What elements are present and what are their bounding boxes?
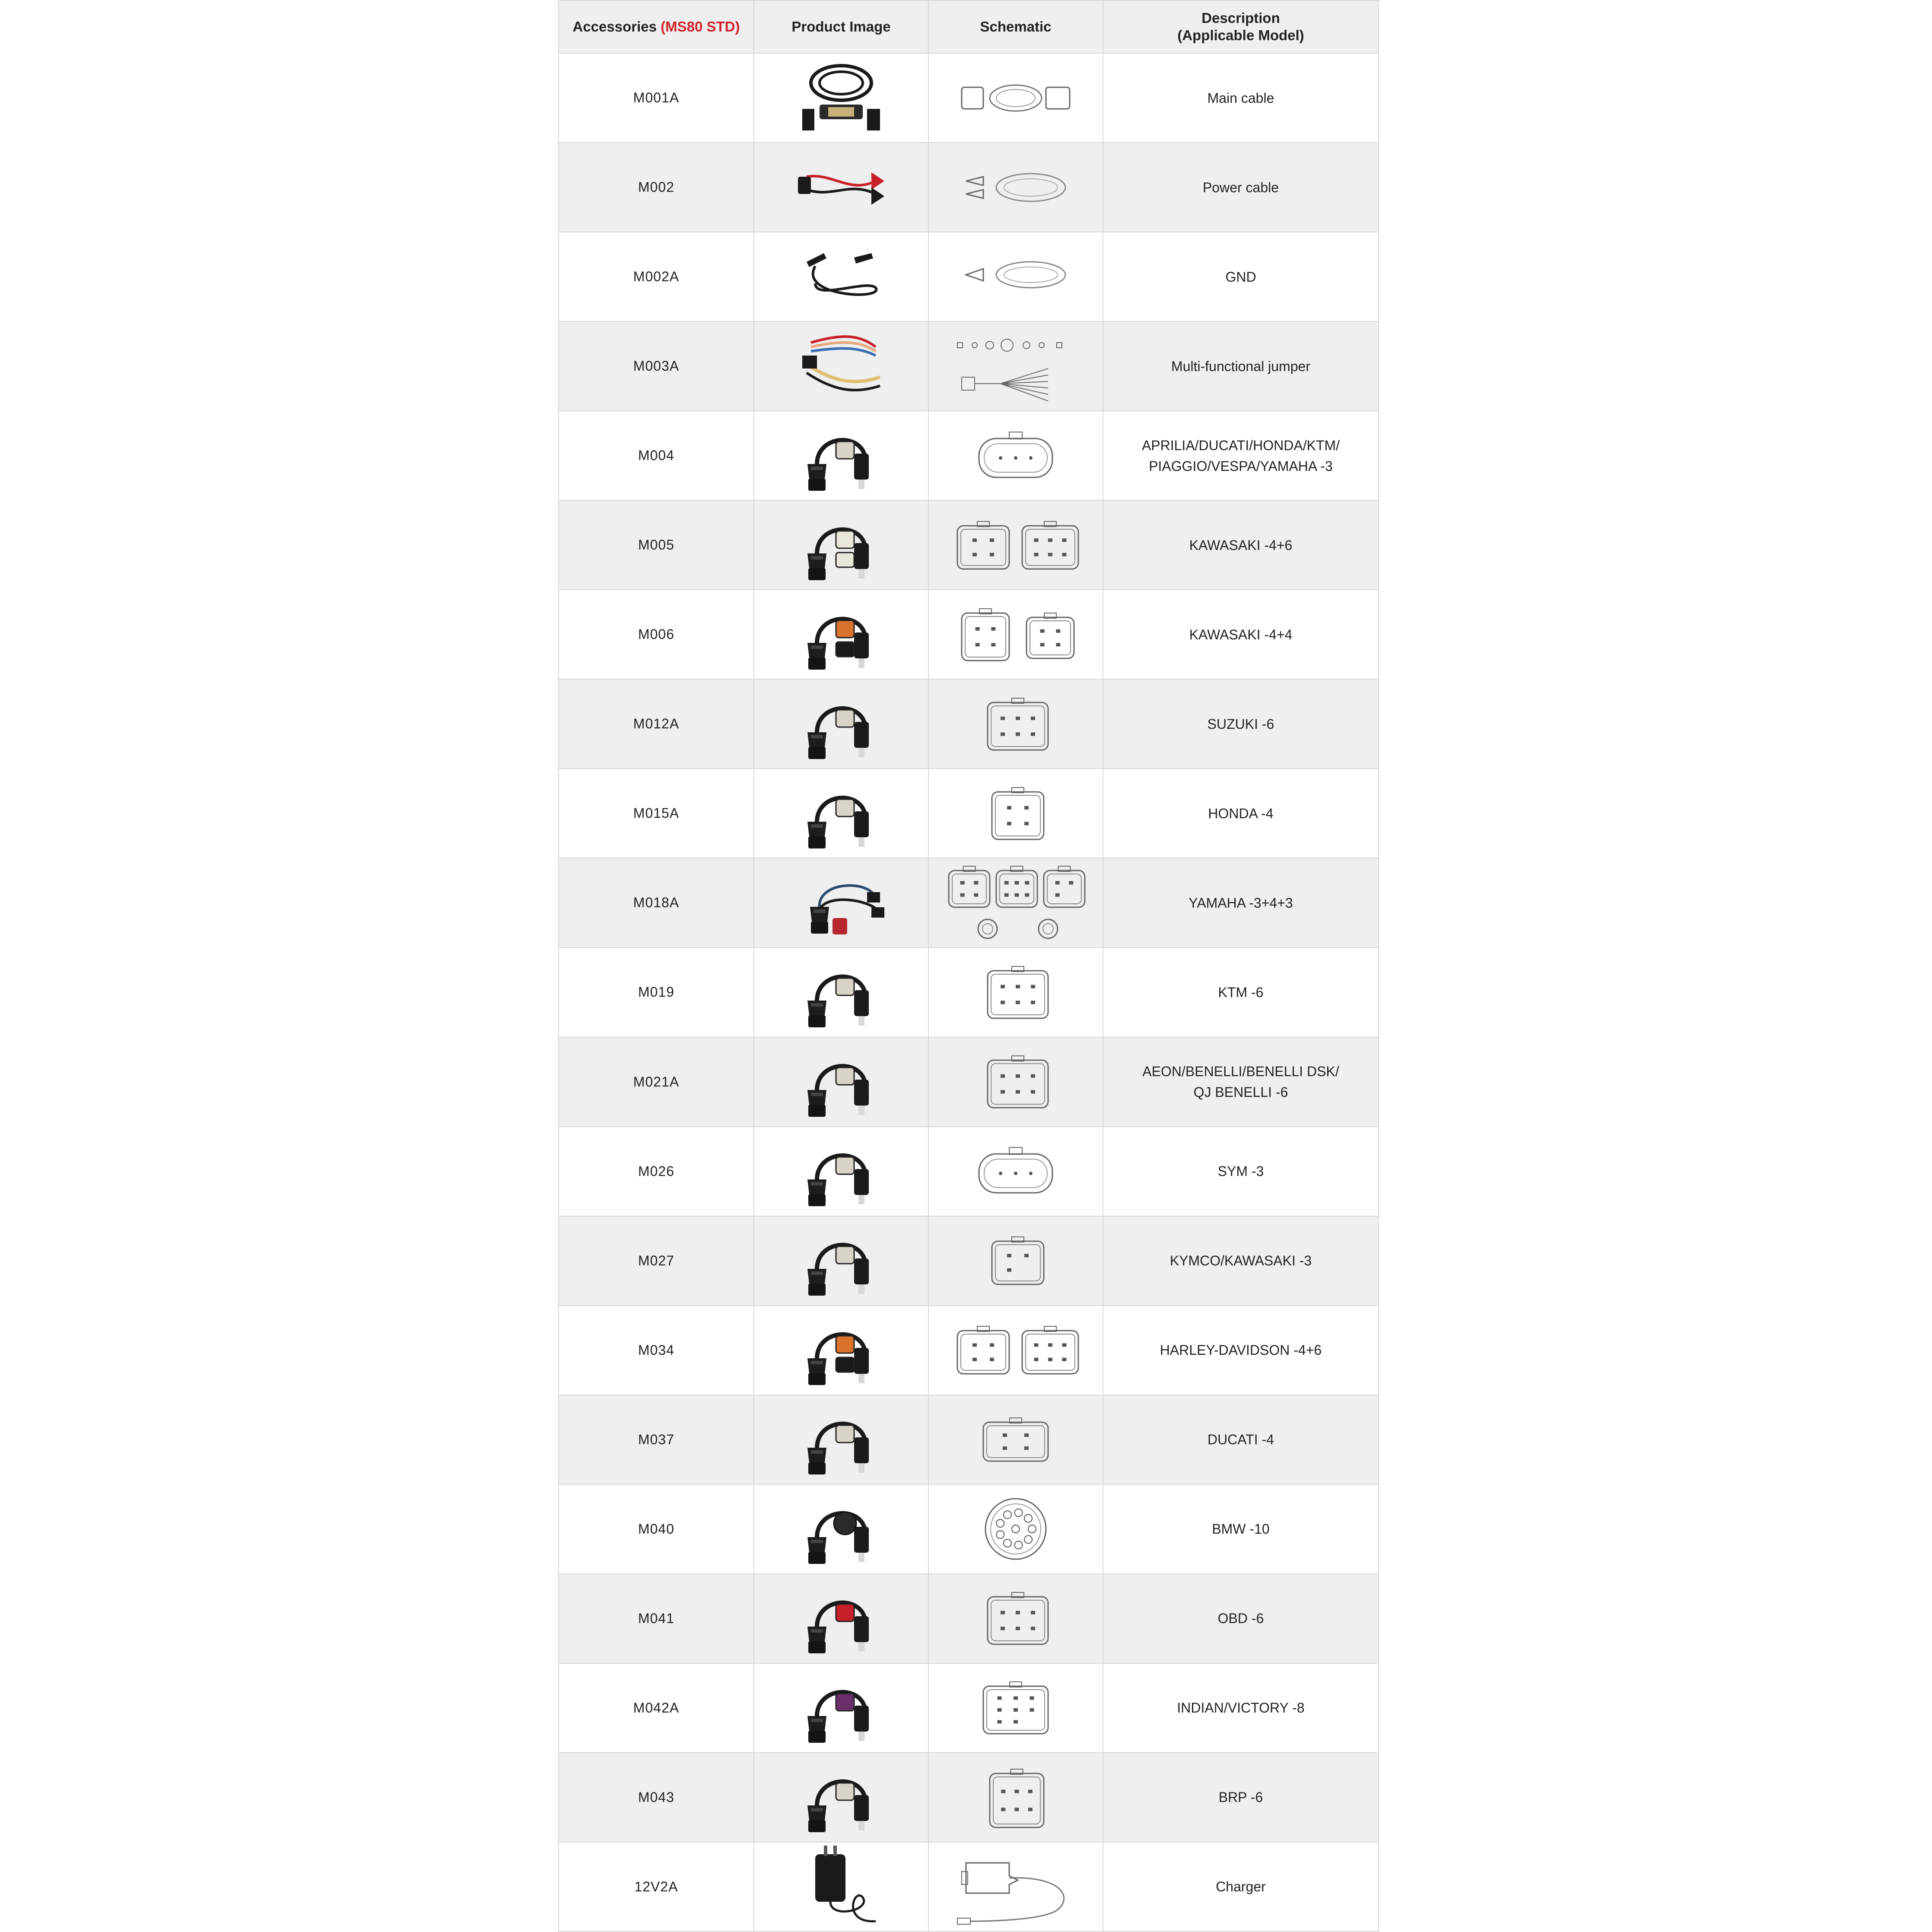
obd-adapter-dual-icon — [789, 504, 893, 586]
description-line: KAWASAKI -4+4 — [1189, 626, 1293, 642]
schematic-cell — [928, 947, 1103, 1037]
main-cable-bundle-icon — [789, 57, 893, 139]
obd-adapter-multi-icon — [789, 862, 893, 944]
table-row — [559, 411, 1379, 500]
accessory-code: M003A — [559, 321, 754, 411]
product-image-cell — [754, 1663, 928, 1753]
schematic-cell — [928, 769, 1103, 858]
description-cell — [1103, 1395, 1379, 1484]
obd-adapter-dual-orange-icon — [789, 1309, 893, 1391]
table-row — [559, 947, 1379, 1037]
product-image-cell — [754, 1306, 928, 1395]
description-line: PIAGGIO/VESPA/YAMAHA -3 — [1149, 458, 1333, 474]
triple-connectors-icon — [936, 862, 1096, 944]
product-image-cell — [754, 858, 928, 947]
obd-adapter-purple-icon — [789, 1667, 893, 1749]
accessory-code: M015A — [559, 769, 754, 858]
table-row — [559, 1663, 1379, 1753]
product-image-cell — [754, 1753, 928, 1842]
oval-3-pin-connector-icon — [936, 415, 1096, 497]
product-image-cell — [754, 321, 928, 411]
schematic-cell — [928, 53, 1103, 143]
description-line: Charger — [1216, 1879, 1266, 1895]
accessory-code: M012A — [559, 679, 754, 769]
description-line: GND — [1225, 269, 1256, 285]
product-image-cell — [754, 1484, 928, 1574]
description-cell — [1103, 1663, 1379, 1753]
obd-adapter-red-icon — [789, 1577, 893, 1659]
description-cell — [1103, 321, 1379, 411]
schematic-cell — [928, 1753, 1103, 1842]
product-image-cell — [754, 679, 928, 769]
table-row — [559, 1216, 1379, 1306]
accessory-code: M002 — [559, 143, 754, 232]
header-accessories-label: Accessories — [572, 19, 657, 35]
schematic-cell — [928, 1484, 1103, 1574]
6-pin-connector-icon — [936, 1041, 1096, 1123]
description-cell — [1103, 1306, 1379, 1395]
table-row — [559, 1753, 1379, 1842]
schematic-cell — [928, 1663, 1103, 1753]
6-pin-connector-icon — [936, 1577, 1096, 1659]
8-pin-connector-icon — [936, 1667, 1096, 1749]
accessory-code: M043 — [559, 1753, 754, 1842]
table-row — [559, 53, 1379, 143]
description-cell — [1103, 1842, 1379, 1932]
description-line: SUZUKI -6 — [1207, 716, 1274, 732]
schematic-cell — [928, 411, 1103, 500]
obd-adapter-cable-icon — [789, 415, 893, 497]
schematic-cell — [928, 679, 1103, 769]
description-line: DUCATI -4 — [1207, 1432, 1274, 1448]
obd-adapter-cable-icon — [789, 772, 893, 855]
clip-cable-with-plug-icon — [936, 146, 1096, 229]
description-line: Multi-functional jumper — [1171, 358, 1310, 374]
dual-4-6-pin-connectors-icon — [936, 504, 1096, 586]
description-cell — [1103, 1127, 1379, 1216]
description-line: OBD -6 — [1217, 1611, 1264, 1627]
description-cell — [1103, 232, 1379, 321]
accessory-code: M042A — [559, 1663, 754, 1753]
coiled-cable-connectors-icon — [936, 57, 1096, 139]
product-image-cell — [754, 947, 928, 1037]
description-cell — [1103, 1574, 1379, 1663]
description-line: KYMCO/KAWASAKI -3 — [1169, 1253, 1312, 1269]
description-cell — [1103, 1216, 1379, 1306]
table-body — [559, 53, 1379, 1932]
description-line: INDIAN/VICTORY -8 — [1177, 1700, 1305, 1716]
product-image-cell — [754, 232, 928, 321]
table-row — [559, 1484, 1379, 1574]
schematic-cell — [928, 1216, 1103, 1306]
obd-adapter-cable-icon — [789, 1220, 893, 1302]
3-pin-connector-icon — [936, 1220, 1096, 1302]
wall-charger-icon — [789, 1846, 893, 1928]
accessory-code: M040 — [559, 1484, 754, 1574]
table-row — [559, 500, 1379, 590]
description-cell — [1103, 411, 1379, 500]
schematic-cell — [928, 858, 1103, 947]
product-image-cell — [754, 500, 928, 590]
description-cell — [1103, 1753, 1379, 1842]
table-row — [559, 769, 1379, 858]
product-image-cell — [754, 53, 928, 143]
table-row — [559, 143, 1379, 232]
accessory-code: M006 — [559, 590, 754, 679]
header-product-image: Product Image — [754, 0, 928, 53]
header-model-label: (MS80 STD) — [661, 19, 740, 35]
6-pin-connector-icon — [936, 683, 1096, 765]
description-line: QJ BENELLI -6 — [1193, 1084, 1288, 1100]
4-pin-flat-connector-icon — [936, 1398, 1096, 1481]
accessory-code: M026 — [559, 1127, 754, 1216]
schematic-cell — [928, 1127, 1103, 1216]
description-line: BRP -6 — [1218, 1789, 1263, 1805]
schematic-cell — [928, 143, 1103, 232]
jumper-fan-out-icon — [936, 325, 1096, 407]
table-row — [559, 590, 1379, 679]
table-row — [559, 232, 1379, 321]
header-accessories — [559, 0, 754, 53]
obd-adapter-cable-icon — [789, 1398, 893, 1481]
table-row — [559, 1395, 1379, 1484]
accessory-code: M021A — [559, 1037, 754, 1127]
accessory-code: 12V2A — [559, 1842, 754, 1932]
obd-adapter-cable-icon — [789, 951, 893, 1033]
red-black-clip-cable-icon — [789, 146, 893, 229]
accessory-code: M041 — [559, 1574, 754, 1663]
description-cell — [1103, 858, 1379, 947]
description-line: AEON/BENELLI/BENELLI DSK/ — [1142, 1064, 1339, 1080]
dual-4-4-pin-connectors-icon — [936, 594, 1096, 676]
product-image-cell — [754, 1216, 928, 1306]
accessory-code: M018A — [559, 858, 754, 947]
dual-4-6-pin-connectors-icon — [936, 1309, 1096, 1391]
description-cell — [1103, 1484, 1379, 1574]
description-cell — [1103, 143, 1379, 232]
schematic-cell — [928, 500, 1103, 590]
header-description-label: Description — [1201, 10, 1280, 26]
product-image-cell — [754, 411, 928, 500]
table-row — [559, 1574, 1379, 1663]
table-row — [559, 679, 1379, 769]
table-header-row — [559, 0, 1379, 53]
description-line: BMW -10 — [1212, 1521, 1270, 1537]
charger-with-cable-icon — [936, 1846, 1096, 1928]
schematic-cell — [928, 590, 1103, 679]
accessory-code: M005 — [559, 500, 754, 590]
description-line: Power cable — [1202, 179, 1279, 195]
description-cell — [1103, 679, 1379, 769]
table-row — [559, 1127, 1379, 1216]
obd-adapter-cable-icon — [789, 1130, 893, 1212]
oval-3-pin-connector-icon — [936, 1130, 1096, 1212]
obd-adapter-round-icon — [789, 1488, 893, 1570]
description-cell — [1103, 590, 1379, 679]
description-line: HONDA -4 — [1208, 805, 1274, 821]
header-applicable-model-label: (Applicable Model) — [1177, 27, 1304, 43]
description-line: Main cable — [1207, 90, 1274, 106]
description-cell — [1103, 53, 1379, 143]
schematic-cell — [928, 1306, 1103, 1395]
description-cell — [1103, 500, 1379, 590]
accessory-code: M037 — [559, 1395, 754, 1484]
6-pin-connector-icon — [936, 951, 1096, 1033]
4-pin-connector-icon — [936, 772, 1096, 855]
accessory-code: M019 — [559, 947, 754, 1037]
schematic-cell — [928, 1842, 1103, 1932]
description-cell — [1103, 947, 1379, 1037]
table-row — [559, 321, 1379, 411]
product-image-cell — [754, 1574, 928, 1663]
product-image-cell — [754, 1127, 928, 1216]
accessory-code: M034 — [559, 1306, 754, 1395]
table-row — [559, 858, 1379, 947]
obd-adapter-cable-icon — [789, 1756, 893, 1838]
schematic-cell — [928, 1037, 1103, 1127]
product-image-cell — [754, 1842, 928, 1932]
obd-adapter-dual-orange-icon — [789, 594, 893, 676]
accessories-table — [558, 0, 1379, 1932]
description-line: KTM -6 — [1218, 984, 1264, 1000]
product-image-cell — [754, 1037, 928, 1127]
schematic-cell — [928, 1574, 1103, 1663]
schematic-cell — [928, 1395, 1103, 1484]
product-image-cell — [754, 769, 928, 858]
jumper-wire-bundle-icon — [789, 325, 893, 407]
accessory-code: M027 — [559, 1216, 754, 1306]
header-schematic: Schematic — [928, 0, 1103, 53]
description-line: KAWASAKI -4+6 — [1189, 537, 1293, 553]
table-row — [559, 1037, 1379, 1127]
description-cell — [1103, 769, 1379, 858]
header-description — [1103, 0, 1379, 53]
accessory-code: M001A — [559, 53, 754, 143]
clip-cable-coil-icon — [936, 236, 1096, 318]
accessory-code: M004 — [559, 411, 754, 500]
accessory-code: M002A — [559, 232, 754, 321]
obd-adapter-cable-icon — [789, 1041, 893, 1123]
round-10-pin-connector-icon — [936, 1488, 1096, 1570]
product-image-cell — [754, 1395, 928, 1484]
table-row — [559, 1306, 1379, 1395]
description-line: HARLEY-DAVIDSON -4+6 — [1160, 1342, 1322, 1358]
schematic-cell — [928, 321, 1103, 411]
ground-clip-cable-icon — [789, 236, 893, 318]
table-row — [559, 1842, 1379, 1932]
product-image-cell — [754, 143, 928, 232]
obd-adapter-cable-icon — [789, 683, 893, 765]
schematic-cell — [928, 232, 1103, 321]
description-cell — [1103, 1037, 1379, 1127]
description-line: YAMAHA -3+4+3 — [1188, 895, 1293, 911]
6-pin-square-connector-icon — [936, 1756, 1096, 1838]
description-line: SYM -3 — [1217, 1163, 1264, 1179]
description-line: APRILIA/DUCATI/HONDA/KTM/ — [1141, 437, 1340, 453]
product-image-cell — [754, 590, 928, 679]
